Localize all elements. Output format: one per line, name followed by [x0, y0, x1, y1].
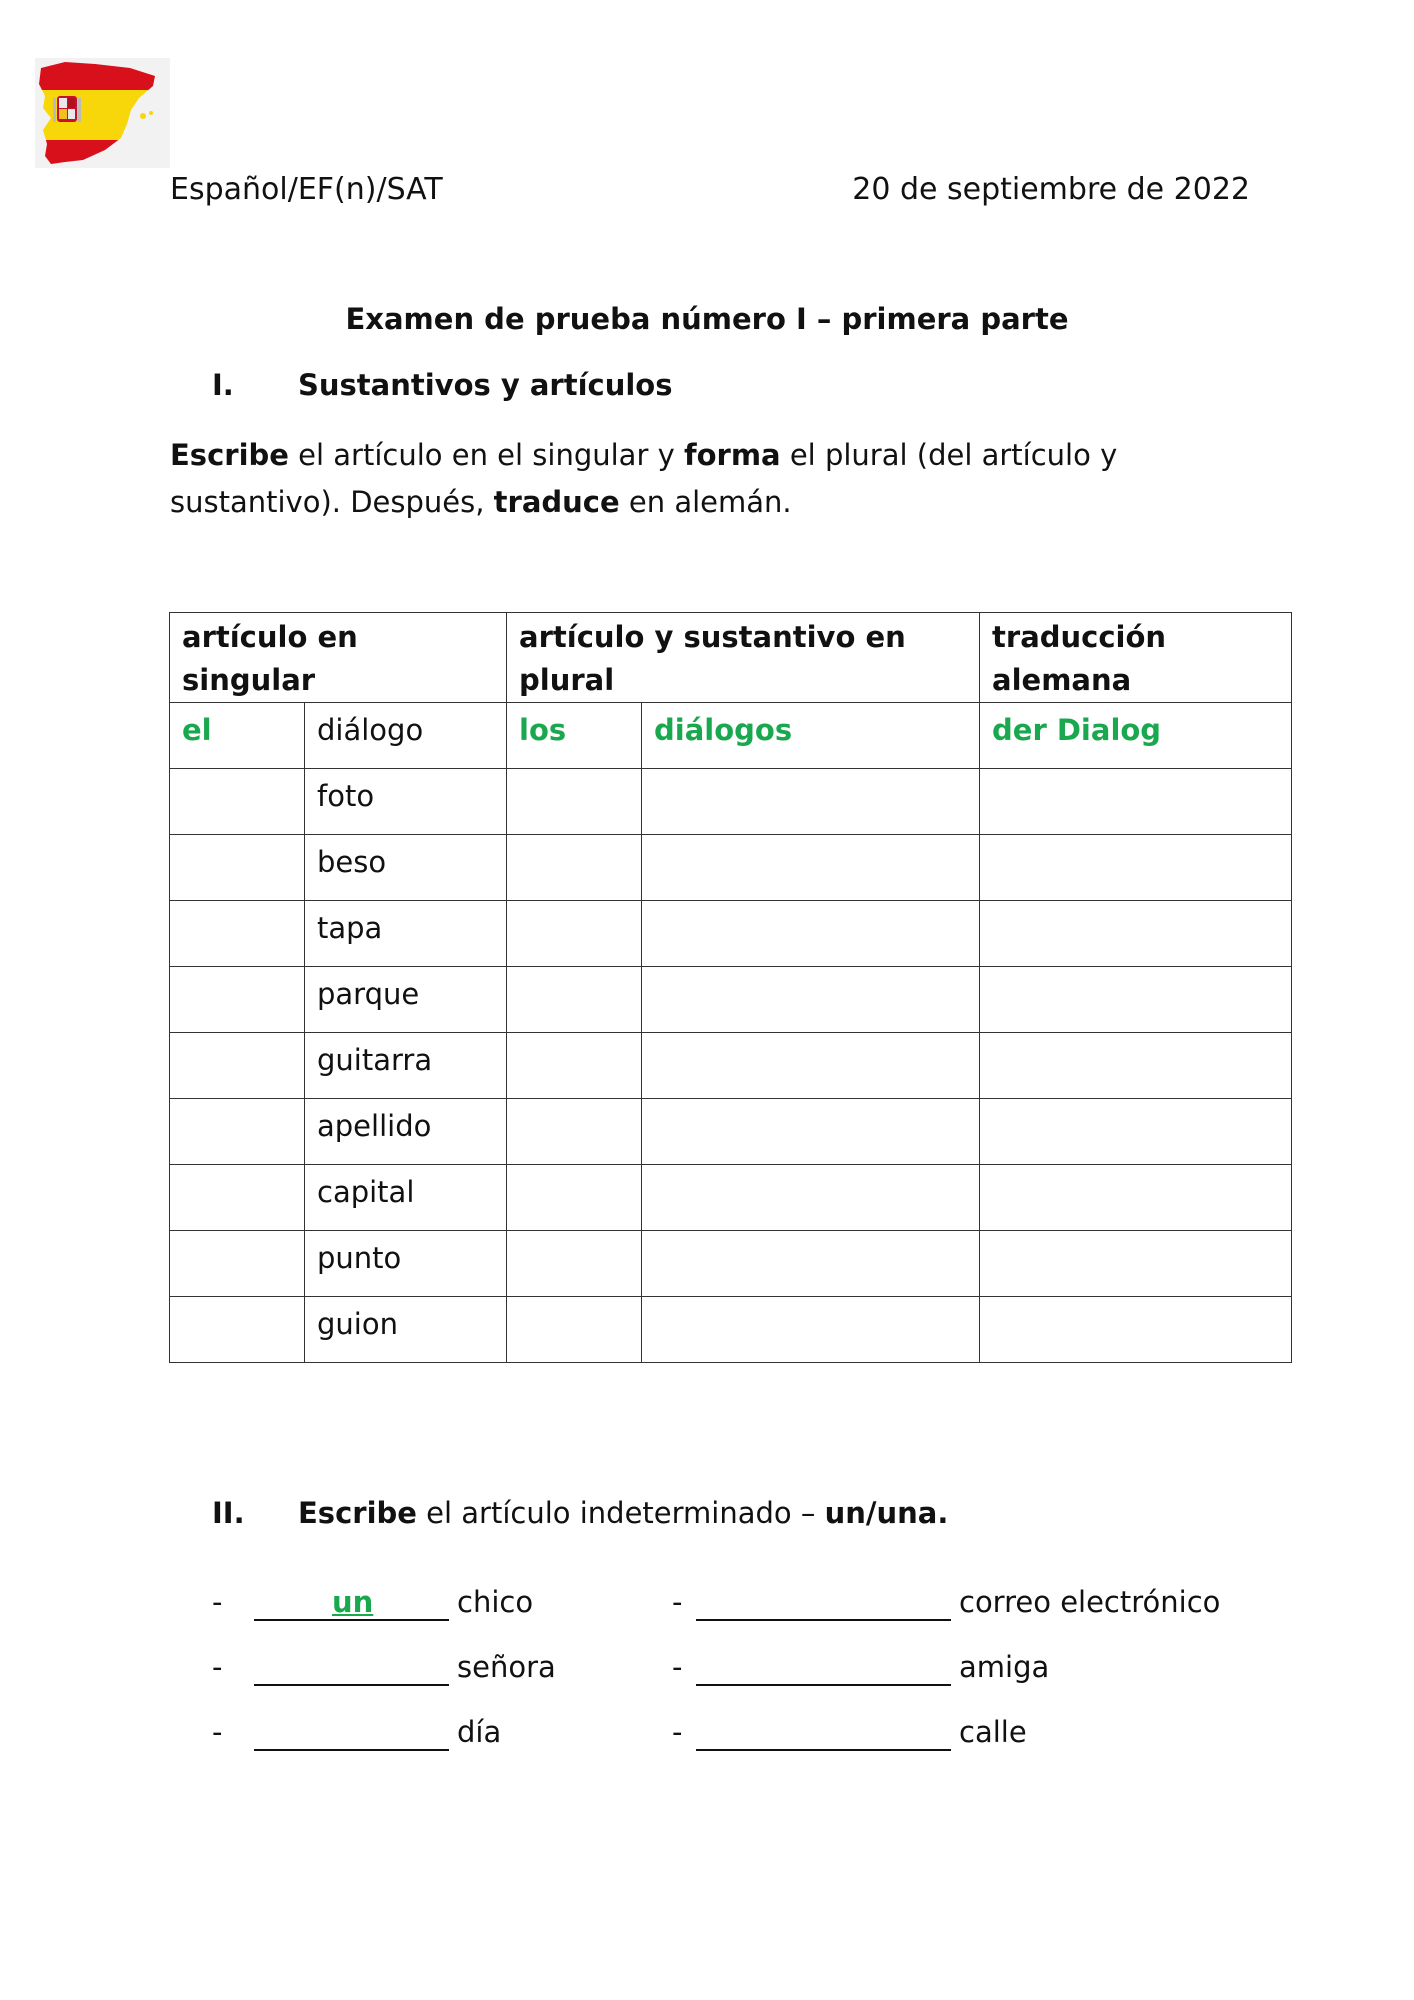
plural-article-cell[interactable] — [507, 1099, 642, 1165]
plural-noun-cell[interactable] — [642, 1033, 980, 1099]
plural-noun-cell[interactable] — [642, 1165, 980, 1231]
instruction-verb-form: forma — [683, 438, 781, 472]
noun-cell: tapa — [305, 901, 507, 967]
section-1-title: Sustantivos y artículos — [298, 368, 673, 402]
answer-blank[interactable] — [254, 1650, 449, 1686]
plural-article-cell[interactable] — [507, 1165, 642, 1231]
item-noun: calle — [959, 1715, 1027, 1749]
example-article: el — [170, 703, 305, 769]
table-row — [170, 967, 1292, 1033]
translation-cell[interactable] — [980, 1297, 1292, 1363]
instruction-text-3: en alemán. — [619, 485, 792, 519]
section-2-verb: Escribe — [298, 1496, 417, 1530]
table-row — [170, 769, 1292, 835]
header-plural: artículo y sustantivo en plural — [507, 613, 980, 703]
exercise-item — [672, 1650, 1232, 1690]
example-plural-article: los — [507, 703, 642, 769]
header-german-translation: traducción alemana — [980, 613, 1292, 703]
plural-article-cell[interactable] — [507, 1231, 642, 1297]
answer-blank[interactable] — [254, 1715, 449, 1751]
noun-cell: parque — [305, 967, 507, 1033]
item-noun: amiga — [959, 1650, 1050, 1684]
exam-date: 20 de septiembre de 2022 — [852, 172, 1250, 207]
singular-article-cell[interactable] — [170, 1231, 305, 1297]
translation-cell[interactable] — [980, 901, 1292, 967]
noun-cell: foto — [305, 769, 507, 835]
spain-map-flag-icon — [35, 58, 170, 168]
translation-cell[interactable] — [980, 967, 1292, 1033]
plural-article-cell[interactable] — [507, 901, 642, 967]
noun-cell: beso — [305, 835, 507, 901]
translation-cell[interactable] — [980, 835, 1292, 901]
plural-noun-cell[interactable] — [642, 967, 980, 1033]
item-dash: - — [672, 1585, 683, 1619]
plural-article-cell[interactable] — [507, 769, 642, 835]
noun-cell: apellido — [305, 1099, 507, 1165]
table-row — [170, 1033, 1292, 1099]
plural-noun-cell[interactable] — [642, 1297, 980, 1363]
section-2-text: el artículo indeterminado – — [416, 1496, 825, 1530]
item-dash: - — [212, 1585, 223, 1619]
example-translation: der Dialog — [980, 703, 1292, 769]
table-row-example — [170, 703, 1292, 769]
singular-article-cell[interactable] — [170, 769, 305, 835]
noun-cell: guion — [305, 1297, 507, 1363]
section-1-instruction — [170, 432, 1270, 526]
item-dash: - — [212, 1650, 223, 1684]
translation-cell[interactable] — [980, 1165, 1292, 1231]
page-title: Examen de prueba número I – primera parte — [345, 302, 1069, 336]
instruction-verb-write: Escribe — [170, 438, 289, 472]
example-noun: diálogo — [305, 703, 507, 769]
table-header-row — [170, 613, 1292, 703]
plural-noun-cell[interactable] — [642, 1231, 980, 1297]
singular-article-cell[interactable] — [170, 835, 305, 901]
item-noun: correo electrónico — [959, 1585, 1221, 1619]
vocabulary-table — [169, 612, 1292, 1363]
exercise-item — [672, 1585, 1232, 1625]
singular-article-cell[interactable] — [170, 1099, 305, 1165]
section-1-number: I. — [212, 368, 234, 402]
noun-cell: punto — [305, 1231, 507, 1297]
translation-cell[interactable] — [980, 1231, 1292, 1297]
instruction-verb-translate: traduce — [493, 485, 620, 519]
section-2-number: II. — [212, 1496, 245, 1530]
translation-cell[interactable] — [980, 1099, 1292, 1165]
table-row — [170, 1099, 1292, 1165]
plural-article-cell[interactable] — [507, 1033, 642, 1099]
item-noun: señora — [457, 1650, 556, 1684]
plural-article-cell[interactable] — [507, 967, 642, 1033]
item-dash: - — [672, 1715, 683, 1749]
singular-article-cell[interactable] — [170, 1033, 305, 1099]
noun-cell: capital — [305, 1165, 507, 1231]
plural-article-cell[interactable] — [507, 1297, 642, 1363]
item-dash: - — [212, 1715, 223, 1749]
plural-noun-cell[interactable] — [642, 835, 980, 901]
plural-noun-cell[interactable] — [642, 1099, 980, 1165]
answer-blank[interactable] — [696, 1650, 951, 1686]
course-code: Español/EF(n)/SAT — [170, 172, 443, 207]
translation-cell[interactable] — [980, 769, 1292, 835]
section-2-options: un/una. — [824, 1496, 949, 1530]
header-singular-article: artículo en singular — [170, 613, 507, 703]
plural-noun-cell[interactable] — [642, 769, 980, 835]
table-row — [170, 901, 1292, 967]
table-row — [170, 1231, 1292, 1297]
answer-text: un — [332, 1585, 374, 1619]
answer-blank[interactable] — [696, 1585, 951, 1621]
translation-cell[interactable] — [980, 1033, 1292, 1099]
singular-article-cell[interactable] — [170, 1297, 305, 1363]
plural-noun-cell[interactable] — [642, 901, 980, 967]
instruction-text-2: el plural (del artículo y sustantivo). Después, — [170, 438, 1118, 519]
item-noun: chico — [457, 1585, 534, 1619]
item-dash: - — [672, 1650, 683, 1684]
answer-blank[interactable] — [696, 1715, 951, 1751]
item-noun: día — [457, 1715, 502, 1749]
table-row — [170, 1165, 1292, 1231]
example-plural-noun: diálogos — [642, 703, 980, 769]
exercise-item — [672, 1715, 1232, 1755]
table-row — [170, 1297, 1292, 1363]
singular-article-cell[interactable] — [170, 901, 305, 967]
table-row — [170, 835, 1292, 901]
plural-article-cell[interactable] — [507, 835, 642, 901]
noun-cell: guitarra — [305, 1033, 507, 1099]
singular-article-cell[interactable] — [170, 967, 305, 1033]
section-2-instruction — [298, 1496, 948, 1530]
singular-article-cell[interactable] — [170, 1165, 305, 1231]
instruction-text-1: el artículo en el singular y — [288, 438, 684, 472]
